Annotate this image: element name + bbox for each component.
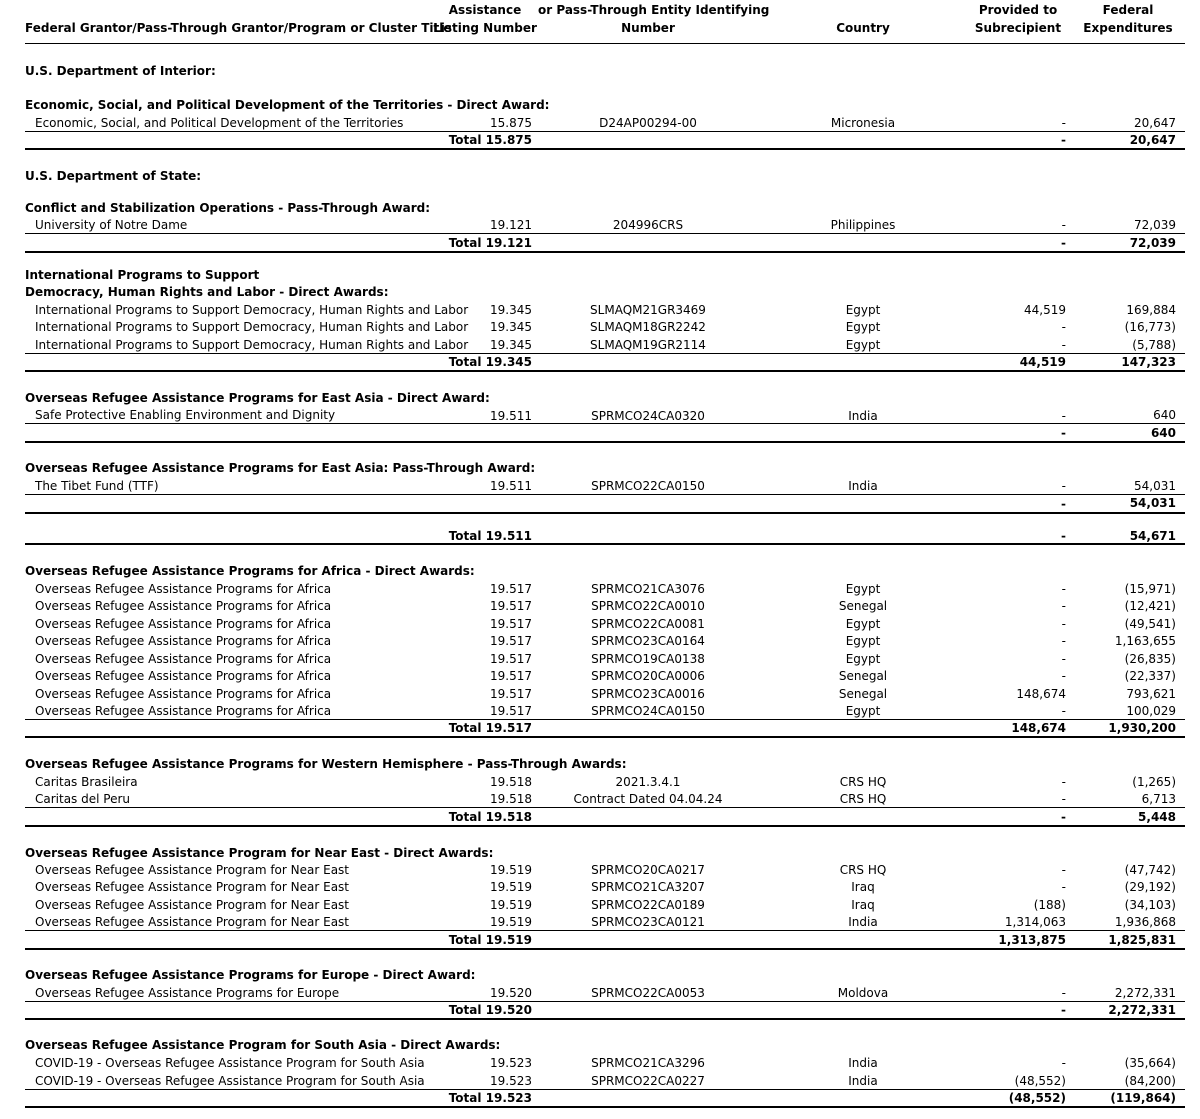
row-country: CRS HQ [839, 863, 887, 877]
total-expenditure: 1,825,831 [1108, 933, 1176, 947]
row-subrecipient: - [1061, 617, 1066, 631]
row-subrecipient: - [1061, 880, 1066, 894]
row-award-id: SPRMCO22CA0227 [591, 1074, 705, 1088]
row-award-id: SPRMCO19CA0138 [591, 652, 705, 666]
total-divider [25, 1018, 1185, 1020]
row-cfda: 19.519 [490, 863, 532, 877]
total-divider [25, 736, 1185, 738]
total-divider [25, 512, 1185, 514]
row-cfda: 19.519 [490, 880, 532, 894]
row-cfda: 19.121 [490, 218, 532, 232]
row-cfda: 19.517 [490, 652, 532, 666]
row-title: International Programs to Support Democracy, Human Rights and Labor [35, 338, 469, 352]
row-divider [25, 1001, 1185, 1002]
total-expenditure: (119,864) [1110, 1091, 1176, 1105]
row-subrecipient: - [1061, 218, 1066, 232]
row-divider [25, 233, 1185, 234]
row-award-id: SPRMCO24CA0150 [591, 704, 705, 718]
row-cfda: 19.517 [490, 582, 532, 596]
row-title: International Programs to Support Democracy, Human Rights and Labor [35, 303, 469, 317]
section-heading: Democracy, Human Rights and Labor - Direct Awards: [25, 285, 389, 299]
total-divider [25, 370, 1185, 372]
row-country: CRS HQ [839, 792, 887, 806]
total-subrecipient: - [1061, 236, 1066, 250]
row-expenditure: 2,272,331 [1114, 986, 1176, 1000]
row-country: Egypt [845, 320, 881, 334]
row-expenditure: (49,541) [1124, 617, 1176, 631]
row-subrecipient: - [1061, 986, 1066, 1000]
row-award-id: SPRMCO21CA3207 [591, 880, 705, 894]
row-cfda: 19.517 [490, 687, 532, 701]
row-title: International Programs to Support Democracy, Human Rights and Labor [35, 320, 469, 334]
row-cfda: 19.517 [490, 704, 532, 718]
row-country: Egypt [845, 338, 881, 352]
header-cfda-1: Assistance [448, 3, 522, 17]
row-title: Safe Protective Enabling Environment and Dignity [35, 408, 336, 422]
row-expenditure: (34,103) [1124, 898, 1176, 912]
total-subrecipient: (48,552) [1008, 1091, 1066, 1105]
row-award-id: SPRMCO20CA0006 [591, 669, 705, 683]
row-divider [25, 494, 1185, 495]
header-fed-2: Expenditures [1083, 21, 1173, 35]
row-award-id: SPRMCO22CA0150 [591, 479, 705, 493]
total-label: Total 15.875 [448, 133, 532, 147]
row-title: Overseas Refugee Assistance Programs for Africa [35, 617, 332, 631]
total-subrecipient: - [1061, 497, 1066, 511]
header-id-1: or Pass-Through Entity Identifying [538, 3, 770, 17]
row-divider [25, 719, 1185, 720]
row-title: Overseas Refugee Assistance Programs for Europe [35, 986, 340, 1000]
header-id-2: Number [621, 21, 675, 35]
row-expenditure: (26,835) [1124, 652, 1176, 666]
row-award-id: SPRMCO23CA0016 [591, 687, 705, 701]
header-divider [25, 43, 1185, 44]
total-divider [25, 251, 1185, 253]
row-cfda: 19.518 [490, 792, 532, 806]
row-subrecipient: - [1061, 599, 1066, 613]
total-subrecipient: - [1061, 810, 1066, 824]
row-subrecipient: - [1061, 863, 1066, 877]
row-cfda: 15.875 [490, 116, 532, 130]
row-title: Overseas Refugee Assistance Programs for Africa [35, 634, 332, 648]
total-expenditure: 640 [1150, 426, 1176, 440]
row-title: Overseas Refugee Assistance Programs for Africa [35, 669, 332, 683]
row-country: Egypt [845, 704, 881, 718]
row-expenditure: (35,664) [1124, 1056, 1176, 1070]
section-heading: Overseas Refugee Assistance Programs for Western Hemisphere - Pass-Through Awards: [25, 757, 627, 771]
header-sub-2: Subrecipient [974, 21, 1062, 35]
row-cfda: 19.518 [490, 775, 532, 789]
row-title: Overseas Refugee Assistance Programs for Africa [35, 582, 332, 596]
total-label: Total 19.518 [448, 810, 532, 824]
total-subrecipient: 44,519 [1019, 355, 1066, 369]
row-award-id: SPRMCO21CA3296 [591, 1056, 705, 1070]
header-cfda-2: Listing Number [433, 21, 537, 35]
row-cfda: 19.345 [490, 338, 532, 352]
row-title: Overseas Refugee Assistance Programs for Africa [35, 704, 332, 718]
total-expenditure: 72,039 [1129, 236, 1176, 250]
row-award-id: SPRMCO23CA0121 [591, 915, 705, 929]
total-label: Total 19.520 [448, 1003, 532, 1017]
total-expenditure: 20,647 [1129, 133, 1176, 147]
row-country: Egypt [845, 652, 881, 666]
row-country: Iraq [851, 898, 875, 912]
row-award-id: 2021.3.4.1 [615, 775, 681, 789]
row-expenditure: 54,031 [1134, 479, 1176, 493]
row-cfda: 19.519 [490, 898, 532, 912]
row-cfda: 19.523 [490, 1056, 532, 1070]
row-country: CRS HQ [839, 775, 887, 789]
row-award-id: SPRMCO22CA0081 [591, 617, 705, 631]
row-subrecipient: - [1061, 1056, 1066, 1070]
row-subrecipient: - [1061, 582, 1066, 596]
row-country: Moldova [837, 986, 889, 1000]
row-award-id: SPRMCO22CA0053 [591, 986, 705, 1000]
total-subrecipient: - [1061, 133, 1066, 147]
row-expenditure: 100,029 [1126, 704, 1176, 718]
row-subrecipient: - [1061, 669, 1066, 683]
row-cfda: 19.511 [490, 409, 532, 423]
total-expenditure: 54,671 [1129, 529, 1176, 543]
row-award-id: SLMAQM18GR2242 [590, 320, 706, 334]
total-label: Total 19.523 [448, 1091, 532, 1105]
total-label: Total 19.517 [448, 721, 532, 735]
row-expenditure: (47,742) [1124, 863, 1176, 877]
header-country: Country [836, 21, 890, 35]
row-cfda: 19.345 [490, 320, 532, 334]
row-award-id: SPRMCO20CA0217 [591, 863, 705, 877]
row-title: Overseas Refugee Assistance Program for Near East [35, 898, 349, 912]
row-award-id: SPRMCO23CA0164 [591, 634, 705, 648]
row-cfda: 19.517 [490, 634, 532, 648]
row-expenditure: 169,884 [1126, 303, 1176, 317]
row-country: India [848, 1056, 878, 1070]
total-label: Total 19.121 [448, 236, 532, 250]
total-subrecipient: - [1061, 1003, 1066, 1017]
row-country: Senegal [838, 669, 888, 683]
row-award-id: SLMAQM19GR2114 [590, 338, 706, 352]
row-expenditure: 640 [1153, 408, 1176, 422]
row-award-id: SPRMCO22CA0010 [591, 599, 705, 613]
total-subrecipient: 148,674 [1011, 721, 1066, 735]
row-divider [25, 131, 1185, 132]
total-divider [25, 825, 1185, 827]
header-fed-1: Federal [1102, 3, 1154, 17]
row-expenditure: (12,421) [1124, 599, 1176, 613]
row-award-id: D24AP00294-00 [599, 116, 697, 130]
total-expenditure: 1,930,200 [1108, 721, 1176, 735]
header-sub-1: Provided to [978, 3, 1058, 17]
row-subrecipient: - [1061, 479, 1066, 493]
total-subrecipient: - [1061, 529, 1066, 543]
row-title: Overseas Refugee Assistance Programs for Africa [35, 652, 332, 666]
total-expenditure: 147,323 [1121, 355, 1176, 369]
row-country: India [848, 479, 878, 493]
row-title: Caritas del Peru [35, 792, 131, 806]
total-subrecipient: 1,313,875 [998, 933, 1066, 947]
section-heading: Overseas Refugee Assistance Programs for Africa - Direct Awards: [25, 564, 475, 578]
row-title: Overseas Refugee Assistance Programs for Africa [35, 687, 332, 701]
total-expenditure: 5,448 [1138, 810, 1176, 824]
row-subrecipient: - [1061, 338, 1066, 352]
row-country: Egypt [845, 582, 881, 596]
section-heading: Economic, Social, and Political Development of the Territories - Direct Award: [25, 98, 550, 112]
row-expenditure: (5,788) [1132, 338, 1176, 352]
row-subrecipient: - [1061, 704, 1066, 718]
row-expenditure: 6,713 [1141, 792, 1176, 806]
total-label: Total 19.511 [448, 529, 532, 543]
section-heading: Overseas Refugee Assistance Programs for Europe - Direct Award: [25, 968, 476, 982]
row-country: India [848, 915, 878, 929]
row-subrecipient: - [1061, 775, 1066, 789]
row-expenditure: 793,621 [1126, 687, 1176, 701]
row-award-id: Contract Dated 04.04.24 [573, 792, 723, 806]
row-subrecipient: 148,674 [1016, 687, 1066, 701]
total-expenditure: 54,031 [1129, 496, 1176, 510]
row-title: Overseas Refugee Assistance Program for Near East [35, 863, 349, 877]
header-title: Federal Grantor/Pass-Through Grantor/Program or Cluster Title [25, 21, 452, 35]
row-country: Senegal [838, 599, 888, 613]
dept-title: U.S. Department of Interior: [25, 64, 216, 78]
row-cfda: 19.345 [490, 303, 532, 317]
row-cfda: 19.519 [490, 915, 532, 929]
row-subrecipient: - [1061, 320, 1066, 334]
row-cfda: 19.511 [490, 479, 532, 493]
row-country: India [848, 409, 878, 423]
row-title: The Tibet Fund (TTF) [35, 479, 159, 493]
row-divider [25, 1089, 1185, 1090]
dept-title: U.S. Department of State: [25, 169, 202, 183]
section-heading: Overseas Refugee Assistance Program for Near East - Direct Awards: [25, 846, 494, 860]
row-title: Overseas Refugee Assistance Programs for Africa [35, 599, 332, 613]
total-label: Total 19.345 [448, 355, 532, 369]
row-subrecipient: - [1061, 409, 1066, 423]
section-heading: Conflict and Stabilization Operations - Pass-Through Award: [25, 201, 430, 215]
row-expenditure: (1,265) [1132, 775, 1176, 789]
section-heading: Overseas Refugee Assistance Programs for East Asia - Direct Award: [25, 391, 490, 405]
row-expenditure: (29,192) [1124, 880, 1176, 894]
row-subrecipient: - [1061, 652, 1066, 666]
row-subrecipient: 44,519 [1024, 303, 1066, 317]
total-divider [25, 948, 1185, 950]
row-cfda: 19.523 [490, 1074, 532, 1088]
row-cfda: 19.520 [490, 986, 532, 1000]
section-heading: Overseas Refugee Assistance Programs for East Asia: Pass-Through Award: [25, 461, 536, 475]
row-divider [25, 423, 1185, 424]
row-country: Egypt [845, 634, 881, 648]
row-expenditure: (15,971) [1124, 582, 1176, 596]
row-expenditure: 1,163,655 [1114, 634, 1176, 648]
row-award-id: SPRMCO22CA0189 [591, 898, 705, 912]
row-country: Egypt [845, 303, 881, 317]
row-title: Economic, Social, and Political Development of the Territories [35, 116, 404, 130]
row-divider [25, 930, 1185, 931]
total-divider [25, 543, 1185, 545]
row-title: Overseas Refugee Assistance Program for Near East [35, 915, 349, 929]
row-subrecipient: - [1061, 116, 1066, 130]
row-award-id: SLMAQM21GR3469 [590, 303, 706, 317]
row-title: COVID-19 - Overseas Refugee Assistance Program for South Asia [35, 1056, 425, 1070]
row-expenditure: 1,936,868 [1114, 915, 1176, 929]
row-subrecipient: (188) [1033, 898, 1066, 912]
total-label: Total 19.519 [448, 933, 532, 947]
row-country: Iraq [851, 880, 875, 894]
row-country: Senegal [838, 687, 888, 701]
row-divider [25, 807, 1185, 808]
section-heading: Overseas Refugee Assistance Program for South Asia - Direct Awards: [25, 1038, 501, 1052]
total-divider [25, 441, 1185, 443]
row-title: Caritas Brasileira [35, 775, 138, 789]
row-expenditure: (22,337) [1124, 669, 1176, 683]
row-subrecipient: - [1061, 634, 1066, 648]
total-expenditure: 2,272,331 [1108, 1003, 1176, 1017]
total-divider [25, 1106, 1185, 1108]
row-subrecipient: (48,552) [1014, 1074, 1066, 1088]
row-cfda: 19.517 [490, 599, 532, 613]
row-award-id: SPRMCO24CA0320 [591, 409, 705, 423]
row-subrecipient: 1,314,063 [1004, 915, 1066, 929]
section-heading: International Programs to Support [25, 268, 260, 282]
row-cfda: 19.517 [490, 617, 532, 631]
row-expenditure: (16,773) [1124, 320, 1176, 334]
row-divider [25, 353, 1185, 354]
row-award-id: SPRMCO21CA3076 [591, 582, 705, 596]
row-country: Egypt [845, 617, 881, 631]
row-subrecipient: - [1061, 792, 1066, 806]
row-title: University of Notre Dame [35, 218, 188, 232]
row-country: Micronesia [830, 116, 896, 130]
row-title: COVID-19 - Overseas Refugee Assistance Program for South Asia [35, 1074, 425, 1088]
row-expenditure: (84,200) [1124, 1074, 1176, 1088]
row-country: Philippines [830, 218, 896, 232]
row-award-id: 204996CRS [612, 218, 684, 232]
row-expenditure: 72,039 [1134, 218, 1176, 232]
total-divider [25, 148, 1185, 150]
total-subrecipient: - [1061, 426, 1066, 440]
row-expenditure: 20,647 [1134, 116, 1176, 130]
row-cfda: 19.517 [490, 669, 532, 683]
row-title: Overseas Refugee Assistance Program for Near East [35, 880, 349, 894]
row-country: India [848, 1074, 878, 1088]
